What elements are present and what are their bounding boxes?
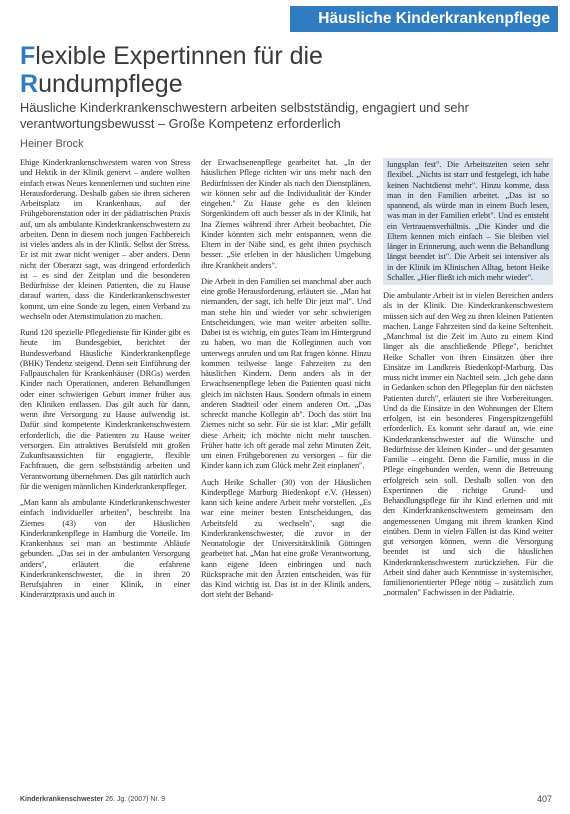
journal-name: Kinderkrankenschwester: [20, 796, 104, 803]
title-text-2: undumpflege: [38, 70, 183, 98]
journal-issue: 26. Jg. (2007) Nr. 9: [105, 796, 166, 803]
article-author: Heiner Brock: [20, 138, 84, 150]
title-text-1: lexible Expertinnen für die: [35, 42, 323, 70]
title-initial-1: F: [20, 42, 36, 70]
article-subtitle: Häusliche Kinderkrankenschwestern arbeiten selbstständig, engagiert und sehr verantwortungsbewusst – Große Kompetenz erforderlich: [20, 100, 469, 131]
paragraph: Die Arbeit in den Familien sei manchmal aber auch eine große Herausforderung, erläutert sie. „Man hat niemanden, der sagt, ich helfe Dir jetzt mal". Und man stehe hin und wieder vor sehr schwierigen Entscheidungen, wie man weiter arbeiten sollte. Dabei ist es wichtig, ein gutes Team im Hintergrund zu haben, wo man die Kolleginnen auch von unterwegs anrufen und um Rat fragen könne. Hinzu kommen teilweise lange Fahrzeiten zu den häuslichen Kindern. Denn anders als in der Erwachsenenpflege leben die Patienten quasi nicht gleich im nächsten Haus. Sondern oftmals in einem anderen Stadtteil oder einem anderen Ort. „Das schreckt manche Kollegin ab". Doch das stört Ina Ziemes nicht so sehr. Für sie ist klar: „Mir gefällt diese Arbeit; ich möchte nicht mehr tauschen. Früher hatte ich oft gerade mal zehn Minuten Zeit, um einen Frühgeborenen zu versorgen – für die Kinder kann ich zum Glück mehr Zeit einplanen".: [201, 276, 371, 471]
paragraph: Auch Heike Schaller (30) von der Häuslichen Kinderpflege Marburg Biedenkopf e.V. (Hessen) kann sich keine andere Arbeit mehr vorstellen. „Es war eine meiner besten Entscheidungen, das Arbeitsfeld zu wechseln", sagt die Kinderkrankenschwester, die zuvor in der Neonatologie der Universitätsklinik Göttingen gearbeitet hat. „Man hat eine große Verantwortung, kann eigene Ideen einbringen und nach Rücksprache mit den Ärzten entscheiden, was für das Kind wichtig ist. Das ist in der Klinik anders, dort steht der Behand-: [201, 477, 371, 600]
paragraph: Die ambulante Arbeit ist in vielen Bereichen anders als in der Klinik. Die Kinderkrankenschwestern müssen sich auf den Weg zu ihren kleinen Patienten machen. Lange Fahrzeiten sind da keine Seltenheit. „Manchmal ist die Zeit im Auto zu einem Kind länger als die anschließende Pflege", berichtet Heike Schaller von ihren Einsätzen über ihre Einsätze im Landkreis Biedenkopf-Marburg. Das muss nicht immer ein Nachteil sein. „Ich gehe dann in Gedanken schon den Pflegeplan für den nächsten Patienten durch", erläutert sie ihre Vorbereitungen. Und da die Einsätze in den Wohnungen der Eltern erfolgen, ist ein besonderes Fingerspitzengefühl erforderlich. Es kommt sehr darauf an, wie eine Kinderkrankenschwester auf die Wünsche und Bedürfnisse der kleinen Kinder – und der gesamten Familie – eingeht. Denn die Familie, muss in die Pflege eingebunden werden, wenn die Betreuung erfolgreich sein soll. Deshalb sollen von den Expertinnen die richtige Grund- und Behandlungspflege für ihr Kind erlernen und mit den Kinderkrankenschwestern gemeinsam den angemessenen Umgang mit ihrem kranken Kind einüben. Denn in vielen Fällen ist das Kind weiter gut versorgen können, wenn die Versorgung beendet ist und sich die häuslichen Kinderkrankenschwestern zurückziehen. Für die Arbeit sind daher auch Kenntnisse in systemischer, familienorientierter Pflege nötig – zusätzlich zum „normalen" Fachwissen in der Pädiatrie.: [383, 291, 553, 598]
page-number: 407: [536, 794, 552, 804]
title-initial-2: R: [20, 70, 39, 98]
highlighted-paragraph: lungsplan fest". Die Arbeitszeiten seien sehr flexibel. „Nichts ist starr und festgelegt, ich habe keinen Nachtdienst mehr". Hinzu komme, dass man in den Familien arbeitet. „Das ist so spannend, als würde man in einem Buch lesen, was man in der Familien erlebt". Und es entsteht ein Vertrauensverhältnis. „Die Kinder und die Eltern kennen mich einfach – Sie bleiben viel länger in Erinnerung, auch wenn die Behandlung längst beendet ist". Die Arbeit sei intensiver als in der Klinik im Klinischen Alltag, betont Heike Schaller. „Hier fließt ich mich mehr wieder".: [383, 158, 553, 285]
article-title: [20, 42, 440, 98]
paragraph: der Erwachsenenpflege gearbeitet hat. „In der häuslichen Pflege richten wir uns mehr nach den Bedürfnissen der Kinder als nach den Dienstplänen, wir können sehr auf die Individualität der Kinder eingehen." Zu Hause gehe es den kleinen Sorgenkindern oft auch besser als in der Klinik, hat Ina Ziemes während ihrer Arbeit beobachtet. Die Kinder könnten sich mehr entspannen, wenn die Eltern in der Nähe sind, es geht ihnen psychisch besser. „Sie erleben in der häuslichen Umgebung ihre Krankheit anders".: [201, 158, 371, 270]
footer-citation: [20, 796, 165, 803]
paragraph: Rund 120 spezielle Pflegedienste für Kinder gibt es heute im Bundesgebiet, berichtet der Bundesverband Häusliche Kinderkrankenpflege (BHK) Tendenz steigend. Denn seit Einführung der Fallpauschalen für Krankenhäuser (DRGs) werden Kinder nach Operationen, anderen Behandlungen oder einer schwierigen Geburt immer früher aus den Kliniken entlassen. Das gilt auch für dann, wenn ihre Versorgung zu Hause aufwendig ist. Dafür sind kompetente Kinderkrankenschwestern erforderlich, die die Patienten zu Hause weiter versorgen. Ein attraktives Berufsfeld mit großen Zukunftsaussichten für engagierte, flexible Fachfrauen, die gern selbstständig arbeiten und Verantwortung übernehmen. Das gilt natürlich auch für die wenigen männlichen Kinderkrankenpfleger.: [20, 328, 190, 491]
text-column-1: [20, 158, 190, 607]
text-column-3: [383, 158, 553, 605]
paragraph: „Man kann als ambulante Kinderkrankenschwester einfach individueller arbeiten", beschreibt Ina Ziemes (43) von der Häuslichen Kinderkrankenpflege in Hamburg die Vorteile. Im Krankenhaus sei man an bestimmte Abläufe gebunden. „Das sei in der ambulanten Versorgung anders", erläutert die erfahrene Kinderkrankenschwester, die in ihren 20 Berufsjahren in einer Klinik, in einer Kinderarztpraxis und auch in: [20, 498, 190, 600]
text-column-2: [201, 158, 371, 607]
section-banner: Häusliche Kinderkrankenpflege: [290, 6, 558, 32]
paragraph: Ehige Kinderkrankenschwestern waren von Stress und Hektik in der Klinik genervt – andere wollten einfach etwas Neues kennenlernen und suchten eine Herausforderung. Deshalb gaben sie ihren sicheren Arbeitsplatz im Krankenhaus, auf der Frühgeborenstation oder in der pädiatrischen Praxis auf, um als ambulante Kinderkrankenschwestern zu arbeiten. Denn in diesem noch jungen Fachbereich ist vieles anders als in der Klinik. Selbst der Stress. Er ist mit zwar nicht weniger – aber anders. Denn nicht der Oberarzt sagt, was dringend erforderlich ist – es sind der Zeitplan und die besonderen Bedürfnisse der kleinen Patienten, die zu Hause darauf warten, dass die Kinderkrankenschwester kommt, um eine Sonde zu legen, einen Verband zu wechseln oder Atemstimulation zu machen.: [20, 158, 190, 321]
